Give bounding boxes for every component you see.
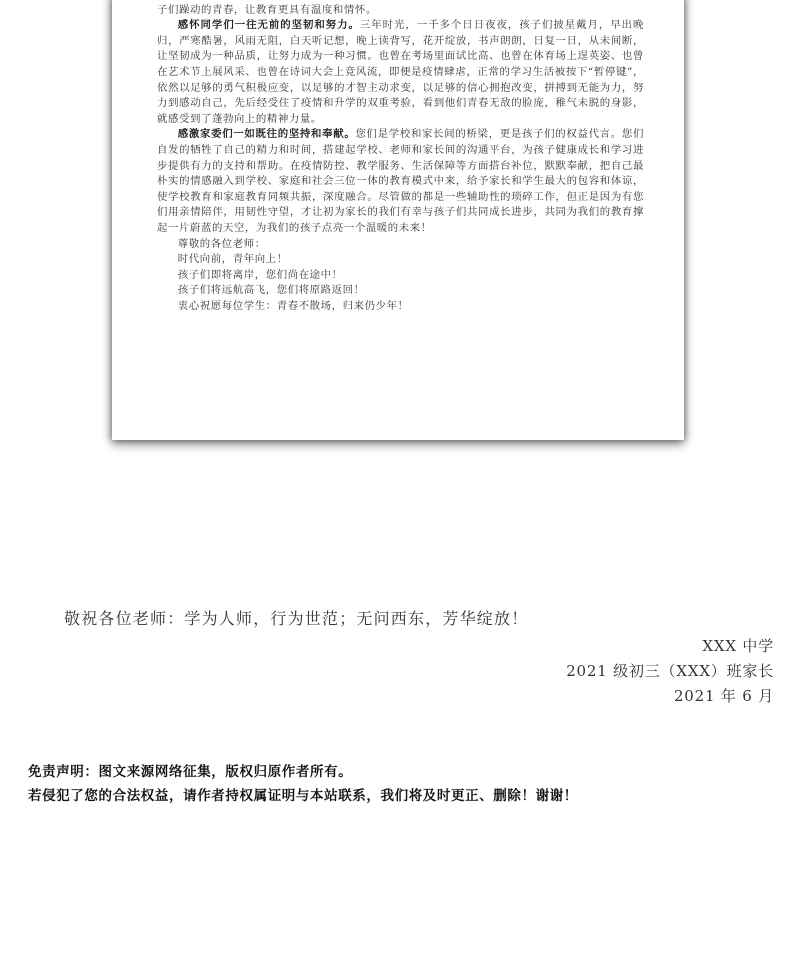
paragraph-committee-text: 您们是学校和家长间的桥梁，更是孩子们的权益代言。您们自发的牺牲了自己的精力和时间，搭建起学校、老师和家长间的沟通平台，为孩子健康成长和学习进步提供有力的支持和帮助。在疫情防控、教学服务、生活保障等方面搭台补位，默默奉献，把自己最朴实的情感融入到学校、家庭和社会三位一体的教育模式中来，给予家长和学生最大的包容和体谅，使学校教育和家庭教育同频共振，深度融合。尽管做的都是一些辅助性的琐碎工作，但正是因为有您们用亲情陪伴，用韧性守望，才让初为家长的我们有幸与孩子们共同成长进步，共同为我们的教育撑起一片蔚蓝的天空，为我们的孩子点亮一个温暖的未来！ bbox=[157, 128, 644, 234]
disclaimer-line-2: 若侵犯了您的合法权益，请作者持权属证明与本站联系，我们将及时更正、删除！谢谢！ bbox=[28, 788, 578, 804]
signature-class: 2021 级初三（XXX）班家长 bbox=[566, 662, 774, 680]
paragraph-students bbox=[157, 18, 644, 127]
paragraph-committee-heading: 感激家委们一如既往的坚持和奉献。 bbox=[177, 128, 356, 141]
signature-date: 2021 年 6 月 bbox=[673, 687, 774, 705]
signature-school: XXX 中学 bbox=[702, 637, 774, 655]
closing-line-3: 孩子们将远航高飞，您们将原路返回！ bbox=[177, 284, 365, 297]
letter-page bbox=[112, 0, 684, 440]
paragraph-students-text: 三年时光，一千多个日日夜夜，孩子们披星戴月，早出晚归，严寒酷暑，风雨无阻，白天听记想，晚上读背写，花开绽放，书声朗朗，日复一日，从未间断，让坚韧成为一种品质，让努力成为一种习惯。也曾在考场里面试比高、也曾在体育场上逞英姿、也曾在艺术节上展风采、也曾在诗词大会上竞风流，即便是疫情肆虐，正常的学习生活被按下“暂停键”，依然以足够的勇气积极应变，以足够的才智主动求变，以足够的信心拥抱改变，拼搏到无能为力，努力到感动自己，先后经受住了疫情和升学的双重考验，看到他们青春无敌的脸庞，稚气未脱的身影，就感受到了蓬勃向上的精神力量。 bbox=[157, 19, 645, 125]
disclaimer bbox=[28, 760, 578, 808]
letter-fragment bbox=[157, 0, 644, 18]
closing-line-1: 时代向前，青年向上！ bbox=[177, 253, 288, 266]
closing-line-2: 孩子们即将离岸，您们尚在途中！ bbox=[177, 268, 343, 281]
fragment-line-2: 子们躁动的青春，让教育更具有温度和情怀。 bbox=[157, 3, 377, 16]
paragraph-committee bbox=[157, 127, 644, 236]
letter-body bbox=[157, 0, 644, 314]
wish-line: 敬祝各位老师：学为人师，行为世范；无问西东，芳华绽放！ bbox=[64, 609, 529, 628]
paragraph-students-heading: 感怀同学们一往无前的坚韧和努力。 bbox=[177, 19, 360, 32]
signature-block bbox=[566, 634, 774, 709]
disclaimer-line-1: 免责声明：图文来源网络征集，版权归原作者所有。 bbox=[28, 764, 353, 780]
closing-salutation: 尊敬的各位老师： bbox=[177, 237, 266, 250]
closing-line-4: 衷心祝愿每位学生：青春不散场，归来仍少年！ bbox=[177, 299, 409, 312]
